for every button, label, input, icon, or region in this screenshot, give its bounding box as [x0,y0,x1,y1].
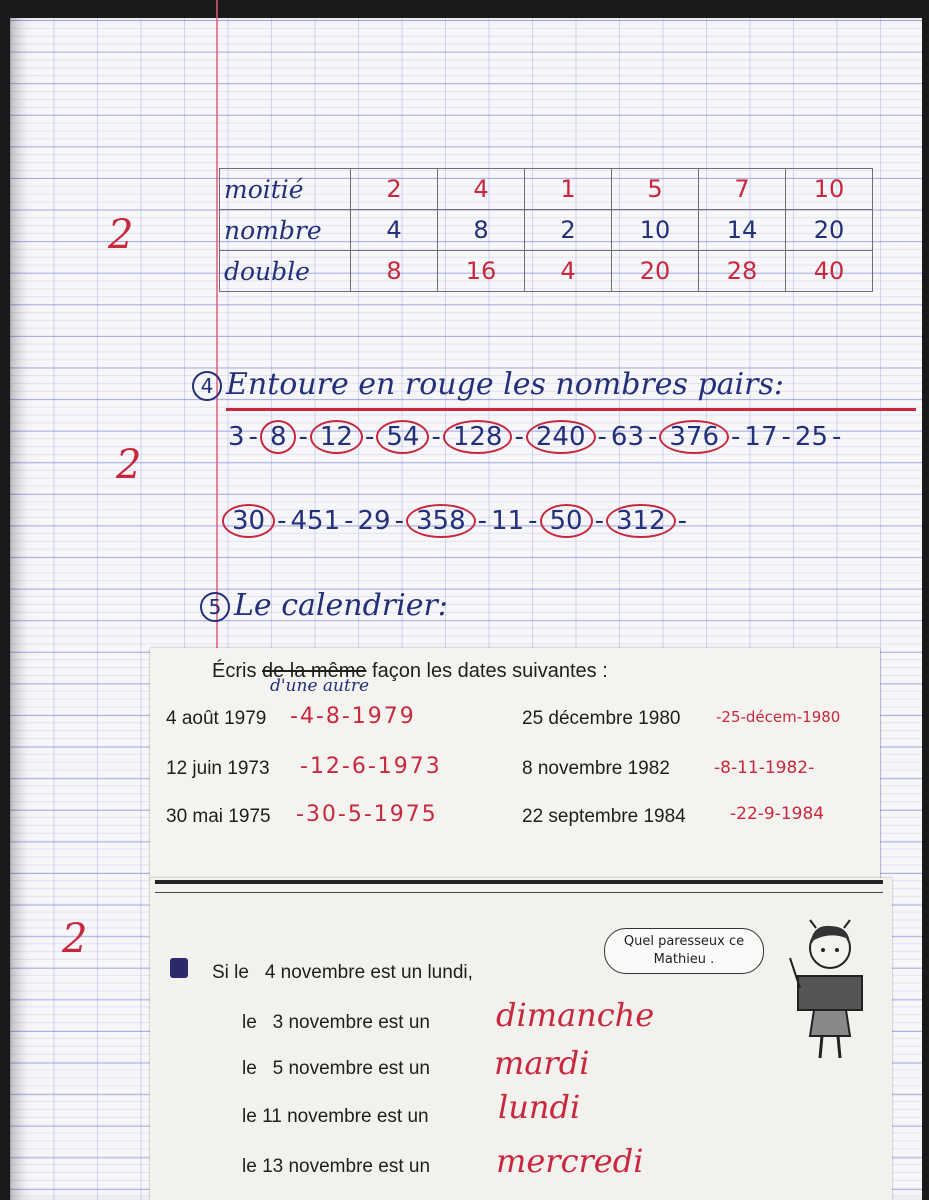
table-cell: 7 [699,169,786,210]
circled-even-number: 358 [406,504,476,538]
circled-even-number: 54 [376,420,429,454]
table-row [220,169,873,210]
number: 63 [610,422,644,452]
table-cell: 8 [351,251,438,292]
dash-separator: - [477,506,488,536]
grade-mark-3: 2 [62,916,88,962]
number: 11 [491,506,525,536]
date-label: 8 novembre 1982 [522,758,670,779]
date-answer: -8-11-1982- [714,758,815,778]
weekday-answer: mercredi [496,1142,644,1180]
dash-separator: - [394,506,404,536]
intro-rest: 4 novembre est un lundi, [264,962,473,983]
circled-even-number: 376 [659,420,729,454]
exercise-title: Entoure en rouge les nombres pairs: [226,367,784,402]
weekday-answer: lundi [498,1088,581,1126]
divider-rule [155,880,883,884]
weekday-question: le 3 novembre est un [242,1012,430,1033]
exercise-5-heading [200,588,448,623]
exercise-bullet-icon [170,958,188,978]
table-cell: 40 [786,251,873,292]
handwritten-correction: d'une autre [270,676,370,696]
circled-even-number: 30 [222,504,275,538]
table-cell: 10 [612,210,699,251]
dash-separator: - [344,506,354,536]
date-label: 25 décembre 1980 [522,708,681,729]
girl-reading-illustration [780,918,880,1068]
table-cell: 20 [786,210,873,251]
number: 29 [357,506,391,536]
circled-even-number: 12 [310,420,363,454]
weekday-question: le 13 novembre est un [242,1156,431,1177]
dash-separator: - [677,506,688,536]
weekday-question: le 5 novembre est un [242,1058,430,1079]
table-cell: 2 [351,169,438,210]
speech-bubble: Quel paresseux ce Mathieu . [604,928,764,974]
dash-separator: - [781,422,791,452]
table-cell: 2 [525,210,612,251]
weekday-answer: dimanche [496,996,655,1034]
number: 25 [794,422,828,452]
grade-mark-2: 2 [116,442,142,488]
circled-even-number: 8 [260,420,297,454]
table-cell: 28 [699,251,786,292]
exercise-title: Le calendrier: [234,588,448,623]
table-cell: 8 [438,210,525,251]
dash-separator: - [298,422,308,452]
dash-separator: - [431,422,441,452]
half-double-table [219,168,873,292]
row-header: moitié [220,169,351,210]
table-cell: 1 [525,169,612,210]
circled-even-number: 312 [606,504,676,538]
dash-separator: - [731,422,741,452]
dash-separator: - [277,506,287,536]
instruction-prefix: Écris [212,660,262,682]
intro-si: Si le [212,962,249,983]
table-row [220,210,873,251]
table-cell: 14 [699,210,786,251]
dash-separator: - [248,422,258,452]
dash-separator: - [832,422,842,452]
intro-line [212,962,473,984]
circled-even-number: 240 [526,420,596,454]
heading-underline [226,408,916,411]
dash-separator: - [514,422,524,452]
instruction-struck: de la même [262,660,367,682]
exercise-number: 4 [192,371,222,401]
date-label: 4 août 1979 [166,708,267,729]
number: 3 [228,422,245,452]
table-cell: 16 [438,251,525,292]
date-label: 22 septembre 1984 [522,806,686,827]
date-answer: -25-décem-1980 [716,708,841,726]
dash-separator: - [648,422,658,452]
table-cell: 20 [612,251,699,292]
date-label: 30 mai 1975 [166,806,271,827]
table-cell: 10 [786,169,873,210]
table-cell: 4 [525,251,612,292]
divider-rule [155,892,883,893]
weekday-answer: mardi [494,1044,590,1082]
circled-even-number: 128 [443,420,513,454]
number: 451 [290,506,341,536]
table-cell: 4 [438,169,525,210]
circled-even-number: 50 [540,504,593,538]
date-answer: -30-5-1975 [296,802,438,827]
table-cell: 5 [612,169,699,210]
exercise-4-heading [192,367,784,402]
dash-separator: - [364,422,375,452]
date-answer: -4-8-1979 [290,704,416,729]
row-header: nombre [220,210,351,251]
instruction-suffix: façon les dates suivantes : [366,660,608,682]
row-header: double [220,251,351,292]
dash-separator: - [594,506,604,536]
date-label: 12 juin 1973 [166,758,270,779]
grade-mark-1: 2 [108,212,134,258]
dash-separator: - [597,422,607,452]
date-answer: -22-9-1984 [730,804,825,824]
dash-separator: - [528,506,538,536]
number: 17 [744,422,778,452]
weekday-question: le 11 novembre est un [242,1106,429,1127]
number-line-1 [226,420,843,454]
number-line-2 [222,504,689,538]
exercise-number: 5 [200,592,230,622]
date-answer: -12-6-1973 [300,754,442,779]
table-cell: 4 [351,210,438,251]
table-row [220,251,873,292]
